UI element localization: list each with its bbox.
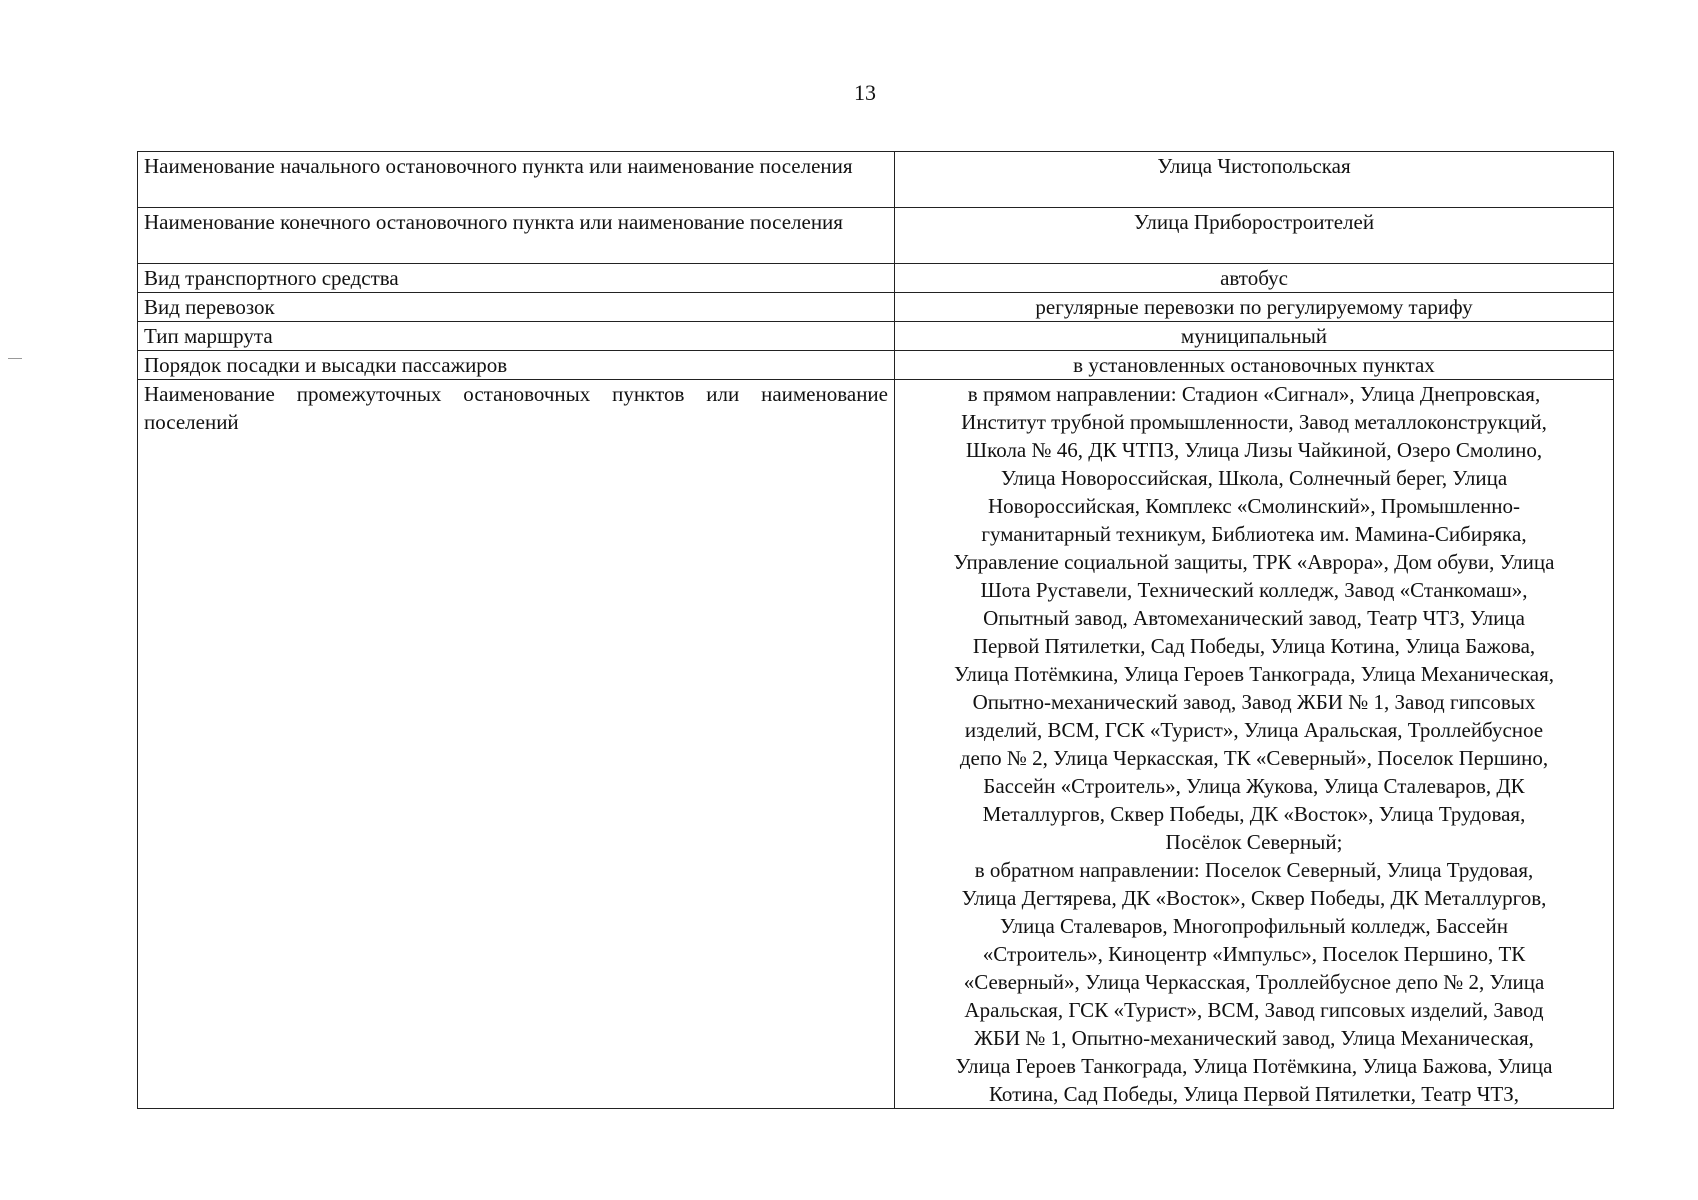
table-row-vehicle-type (138, 264, 1614, 293)
stops-line: Бассейн «Строитель», Улица Жукова, Улица Сталеваров, ДК (983, 774, 1525, 798)
row-value: автобус (895, 264, 1614, 293)
stops-line: Металлургов, Сквер Победы, ДК «Восток», Улица Трудовая, (982, 802, 1526, 826)
stops-list (895, 380, 1614, 1109)
stops-line: в обратном направлении: Поселок Северный, Улица Трудовая, (974, 858, 1534, 882)
route-table (137, 151, 1614, 1109)
page-number: 13 (854, 80, 876, 105)
row-label: Наименование промежуточных остановочных пунктов или наименование поселений (138, 380, 895, 1109)
stops-line: Шота Руставели, Технический колледж, Завод «Станкомаш», (980, 578, 1528, 602)
stops-line: «Северный», Улица Черкасская, Троллейбусное депо № 2, Улица (963, 970, 1545, 994)
row-label: Тип маршрута (138, 322, 895, 351)
row-value: в установленных остановочных пунктах (895, 351, 1614, 380)
stops-line: изделий, ВСМ, ГСК «Турист», Улица Аральская, Троллейбусное (964, 718, 1544, 742)
row-label: Порядок посадки и высадки пассажиров (138, 351, 895, 380)
table-row-boarding-order (138, 351, 1614, 380)
stops-line: Опытно-механический завод, Завод ЖБИ № 1, Завод гипсовых (972, 690, 1536, 714)
stops-line: Посёлок Северный; (1165, 830, 1343, 854)
stops-line: в прямом направлении: Стадион «Сигнал», Улица Днепровская, (967, 382, 1541, 406)
stops-line: Улица Новороссийская, Школа, Солнечный берег, Улица (1000, 466, 1508, 490)
stops-line: Аральская, ГСК «Турист», ВСМ, Завод гипсовых изделий, Завод (964, 998, 1544, 1022)
row-value: регулярные перевозки по регулируемому тарифу (895, 293, 1614, 322)
stops-line: Опытный завод, Автомеханический завод, Театр ЧТЗ, Улица (983, 606, 1525, 630)
row-label: Наименование начального остановочного пункта или наименование поселения (138, 152, 895, 208)
stops-line: ЖБИ № 1, Опытно-механический завод, Улица Механическая, (974, 1026, 1534, 1050)
row-label: Вид транспортного средства (138, 264, 895, 293)
stops-line: Котина, Сад Победы, Улица Первой Пятилетки, Театр ЧТЗ, (988, 1082, 1520, 1106)
row-label: Вид перевозок (138, 293, 895, 322)
stops-line: Улица Потёмкина, Улица Героев Танкограда, Улица Механическая, (953, 662, 1555, 686)
row-value: Улица Чистопольская (895, 152, 1614, 208)
stops-line: Институт трубной промышленности, Завод металлоконструкций, (961, 410, 1547, 434)
stops-line: Улица Героев Танкограда, Улица Потёмкина, Улица Бажова, Улица (955, 1054, 1553, 1078)
stops-line: гуманитарный техникум, Библиотека им. Мамина-Сибиряка, (981, 522, 1527, 546)
row-value: Улица Приборостроителей (895, 208, 1614, 264)
stops-line: Управление социальной защиты, ТРК «Аврора», Дом обуви, Улица (953, 550, 1555, 574)
stops-line: «Строитель», Киноцентр «Импульс», Поселок Першино, ТК (982, 942, 1526, 966)
row-value: муниципальный (895, 322, 1614, 351)
table-row-intermediate-stops (138, 380, 1614, 1109)
table-row-start-stop (138, 152, 1614, 208)
table-row-route-type (138, 322, 1614, 351)
table-row-end-stop (138, 208, 1614, 264)
stops-line: Школа № 46, ДК ЧТПЗ, Улица Лизы Чайкиной, Озеро Смолино, (965, 438, 1543, 462)
stops-line: Первой Пятилетки, Сад Победы, Улица Котина, Улица Бажова, (972, 634, 1536, 658)
row-label: Наименование конечного остановочного пункта или наименование поселения (138, 208, 895, 264)
stops-line: Новороссийская, Комплекс «Смолинский», Промышленно- (988, 494, 1520, 518)
stops-line: Улица Дегтярева, ДК «Восток», Сквер Победы, ДК Металлургов, (961, 886, 1547, 910)
table-row-transport-kind (138, 293, 1614, 322)
stops-line: Улица Сталеваров, Многопрофильный колледж, Бассейн (1000, 914, 1508, 938)
stops-line: депо № 2, Улица Черкасская, ТК «Северный», Поселок Першино, (959, 746, 1549, 770)
margin-mark (8, 358, 22, 359)
